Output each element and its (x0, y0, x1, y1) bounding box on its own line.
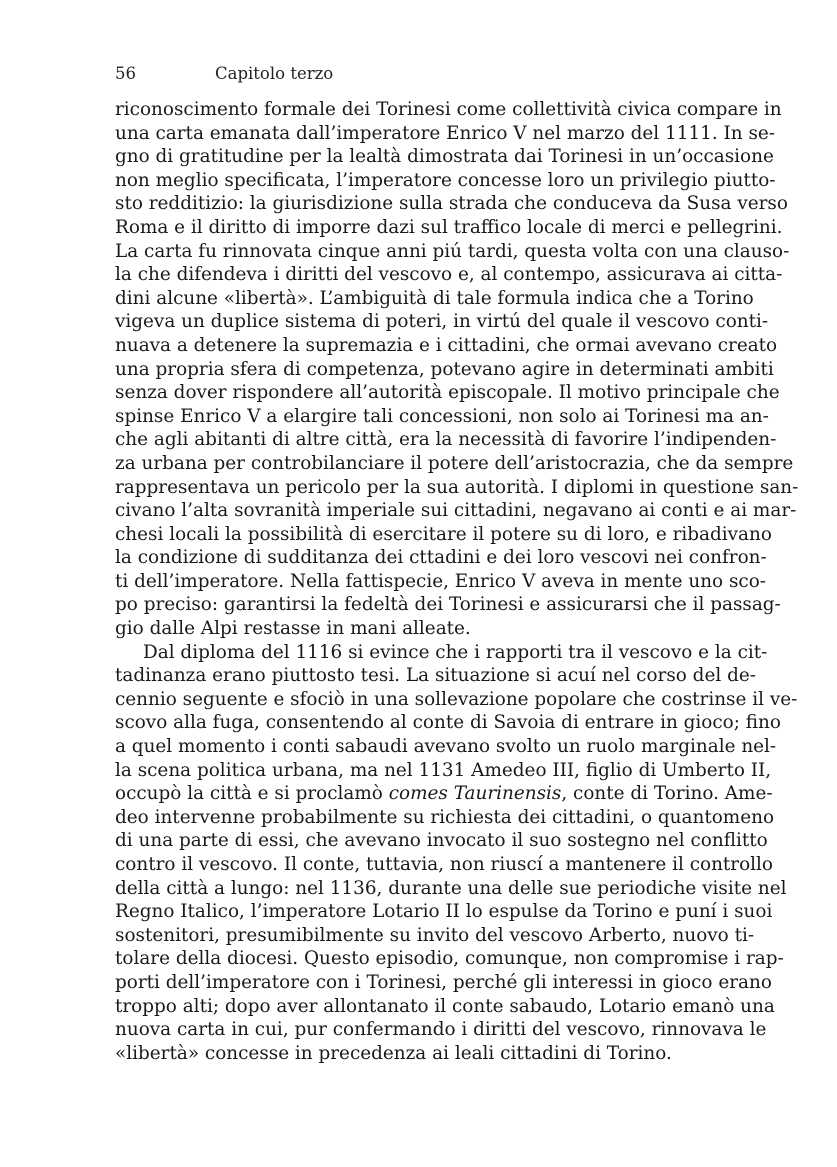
text-line: riconoscimento formale dei Torinesi come collettività civica compare in (115, 99, 782, 120)
text-line: sostenitori, presumibilmente su invito del vescovo Arberto, nuovo ti- (115, 924, 755, 946)
text-line: la condizione di sudditanza dei cttadini e dei loro vescovi nei confron- (115, 547, 767, 569)
page-number: 56 (115, 64, 136, 83)
text-line: la che difendeva i diritti del vescovo e, al contempo, assicurava ai citta- (115, 264, 783, 286)
text-line: una propria sfera di competenza, potevano agire in determinati ambiti (115, 358, 774, 380)
text-line: civano l’alta sovranità imperiale sui cittadini, negavano ai conti e ai mar- (115, 500, 797, 522)
paragraph (115, 98, 799, 641)
text-line: sto redditizio: la giurisdizione sulla strada che conduceva da Susa verso (115, 193, 788, 215)
running-header (115, 64, 725, 83)
text-line: La carta fu rinnovata cinque anni piú tardi, questa volta con una clauso- (115, 240, 790, 262)
text-line: a quel momento i conti sabaudi avevano svolto un ruolo marginale nel- (115, 736, 777, 758)
text-line: scovo alla fuga, consentendo al conte di Savoia di entrare in gioco; fino (115, 712, 781, 734)
text-line: spinse Enrico V a elargire tali concessioni, non solo ai Torinesi ma an- (115, 405, 769, 427)
text-line: rappresentava un pericolo per la sua autorità. I diplomi in questione san- (115, 476, 799, 498)
text-line: dini alcune «libertà». L’ambiguità di tale formula indica che a Torino (115, 287, 754, 309)
text-line: za urbana per controbilanciare il potere dell’aristocrazia, che da sempre (115, 452, 794, 474)
body-text (115, 98, 799, 1065)
paragraph (115, 641, 798, 1066)
text-line: vigeva un duplice sistema di poteri, in virtú del quale il vescovo conti- (115, 311, 769, 333)
text-line: contro il vescovo. Il conte, tuttavia, non riuscí a mantenere il controllo (115, 854, 774, 875)
text-line: non meglio specificata, l’imperatore concesse loro un privilegio piutto- (115, 169, 776, 191)
text-line: tolare della diocesi. Questo episodio, comunque, non compromise i rap- (115, 948, 784, 970)
text-line: cennio seguente e sfociò in una sollevazione popolare che costrinse il ve- (115, 688, 798, 710)
text-line: la scena politica urbana, ma nel 1131 Amedeo III, figlio di Umberto II, (115, 759, 772, 781)
text-line: Regno Italico, l’imperatore Lotario II lo espulse da Torino e puní i suoi (115, 901, 773, 923)
text-line: una carta emanata dall’imperatore Enrico V nel marzo del 1111. In se- (115, 122, 776, 144)
text-line: chesi locali la possibilità di esercitare il potere su di loro, e ribadivano (115, 523, 772, 545)
chapter-title: Capitolo terzo (215, 64, 334, 83)
text-line: occupò la città e si proclamò comes Taurinensis, conte di Torino. Ame- (115, 783, 773, 805)
text-line: troppo alti; dopo aver allontanato il conte sabaudo, Lotario emanò una (115, 995, 775, 1017)
text-line: gio dalle Alpi restasse in mani alleate. (115, 618, 471, 640)
text-line: porti dell’imperatore con i Torinesi, perché gli interessi in gioco erano (115, 971, 772, 993)
latin-title: comes Taurinensis (388, 783, 562, 805)
text-line: della città a lungo: nel 1136, durante una delle sue periodiche visite nel (115, 877, 787, 899)
text-line: Roma e il diritto di imporre dazi sul traffico locale di merci e pellegrini. (115, 216, 783, 238)
text-line: nuova carta in cui, pur confermando i diritti del vescovo, rinnovava le (115, 1019, 767, 1041)
text-line: di una parte di essi, che avevano invocato il suo sostegno nel conflitto (115, 830, 768, 852)
text-line: nuava a detenere la supremazia e i cittadini, che ormai avevano creato (115, 334, 778, 356)
text-line: che agli abitanti di altre città, era la necessità di favorire l’indipenden- (115, 429, 777, 451)
text-line: deo intervenne probabilmente su richiesta dei cittadini, o quantomeno (115, 806, 775, 828)
text-line: ti dell’imperatore. Nella fattispecie, Enrico V aveva in mente uno sco- (115, 570, 766, 592)
text-line: Dal diploma del 1116 si evince che i rapporti tra il vescovo e la cit- (143, 641, 768, 663)
text-line: «libertà» concesse in precedenza ai leali cittadini di Torino. (115, 1042, 672, 1064)
text-line: po preciso: garantirsi la fedeltà dei Torinesi e assicurarsi che il passag- (115, 594, 781, 616)
text-line: senza dover rispondere all’autorità episcopale. Il motivo principale che (115, 382, 780, 404)
text-line: tadinanza erano piuttosto tesi. La situazione si acuí nel corso del de- (115, 665, 756, 687)
text-line: gno di gratitudine per la lealtà dimostrata dai Torinesi in un’occasione (115, 146, 774, 168)
